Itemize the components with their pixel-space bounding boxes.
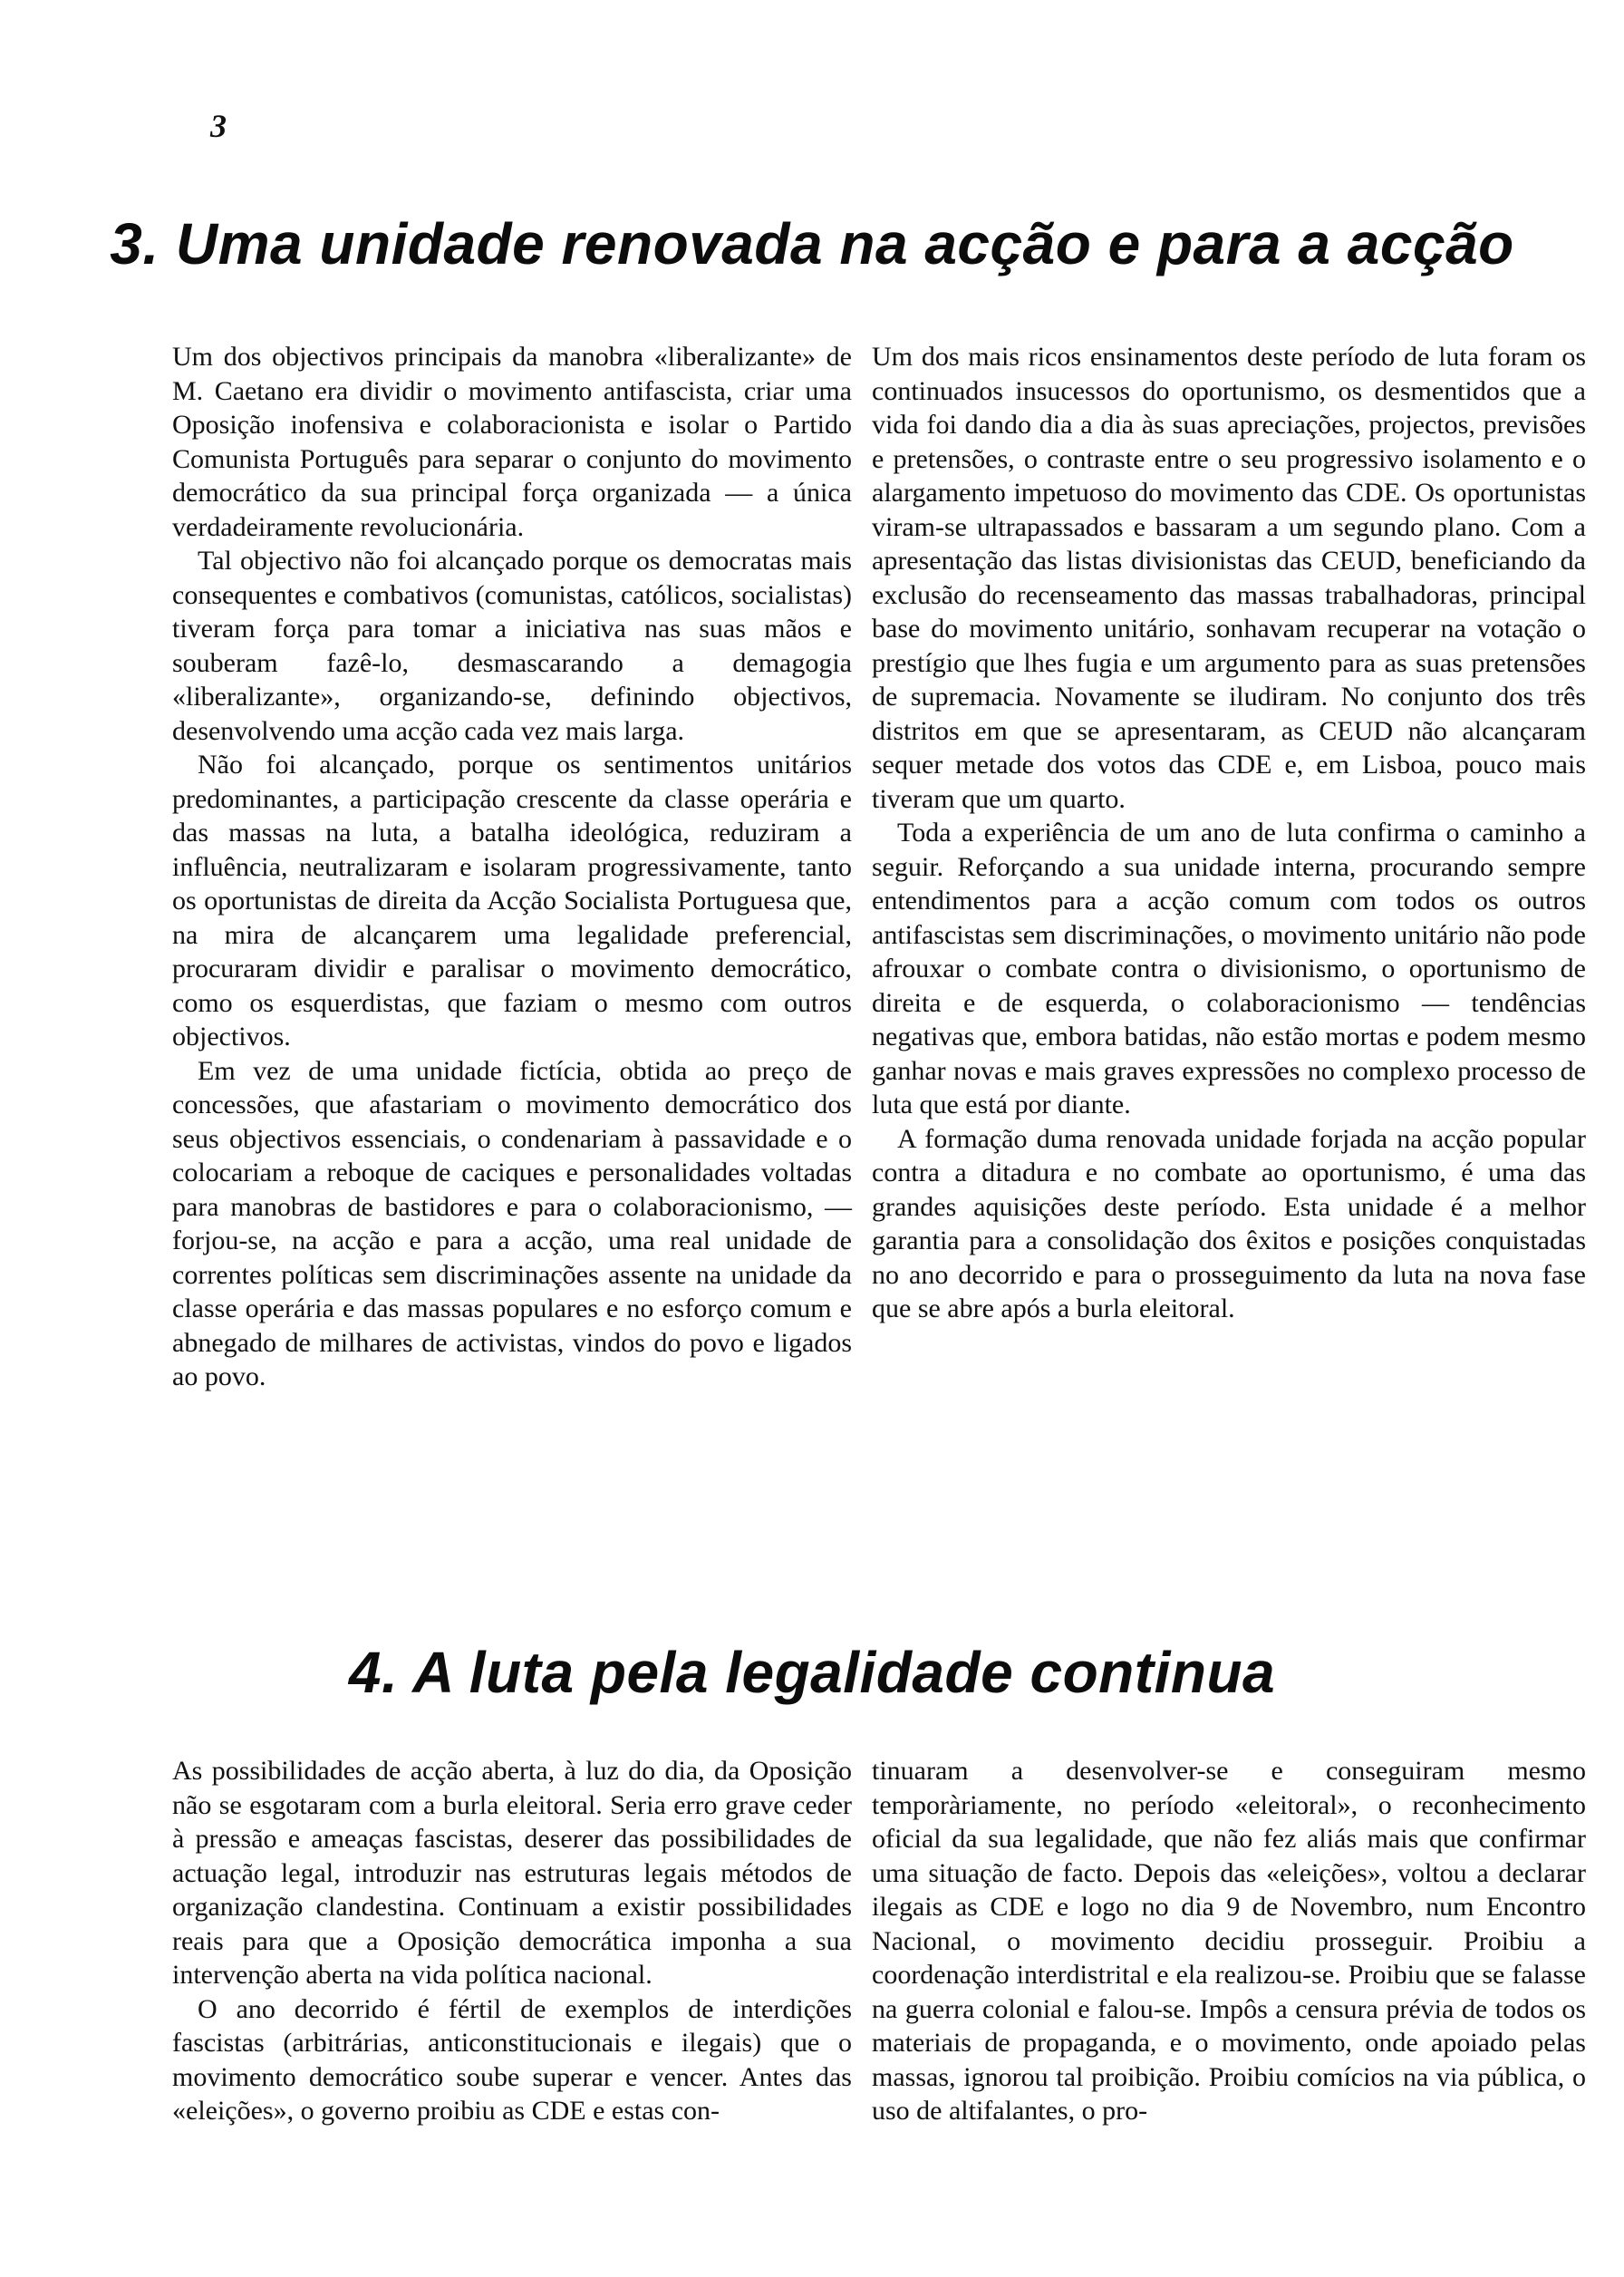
page-number: 3 [210,108,227,144]
section-4-heading: 4. A luta pela legalidade continua [348,1640,1276,1705]
paragraph: Não foi alcançado, porque os sentimentos unitários predominantes, a participação crescente da classe operária e das massas na luta, a batalha ideológica, reduziram a influência, neutralizaram e isolaram progressivamente, tanto os oportunistas de direita da Acção Socialista Portuguesa que, na mira de alcançarem uma legalidade preferencial, procuraram dividir e paralisar o movimento democrático, como os esquerdistas, que faziam o mesmo com outros objectivos. [172,750,852,1051]
paragraph: Um dos mais ricos ensinamentos deste período de luta foram os continuados insucessos do oportunismo, os desmentidos que a vida foi dando dia a dia às suas apreciações, projectos, previsões e pretensões, o contraste entre o seu progressivo isolamento e o alargamento impetuoso do movimento das CDE. Os oportunistas viram-se ultrapassados e bassaram a um segundo plano. Com a apresentação das listas divisionistas das CEUD, beneficiando da exclusão do recenseamento das massas trabalhadoras, principal base do movimento unitário, sonhavam recuperar na votação o prestígio que lhes fugia e um argumento para as suas pretensões de supremacia. Novamente se iludiram. No conjunto dos três distritos em que se apresentaram, as CEUD não alcançaram sequer metade dos votos das CDE e, em Lisboa, pouco mais tiveram que um quarto. [872,342,1586,814]
section-3-right-column [872,340,1586,1627]
paragraph: A formação duma renovada unidade forjada na acção popular contra a ditadura e no combate ao oportunismo, é uma das grandes aquisições deste período. Esta unidade é a melhor garantia para a consolidação dos êxitos e posições conquistadas no ano decorrido e para o prosseguimento da luta na nova fase que se abre após a burla eleitoral. [872,1123,1586,1323]
paragraph: As possibilidades de acção aberta, à luz do dia, da Oposição não se esgotaram com a burla eleitoral. Seria erro grave ceder à pressão e ameaças fascistas, deserer das possibilidades de actuação legal, introduzir nas estruturas legais métodos de organização clandestina. Continuam a existir possibilidades reais para que a Oposição democrática imponha a sua intervenção aberta na vida política nacional. [172,1756,852,1990]
paragraph: Um dos objectivos principais da manobra «liberalizante» de M. Caetano era dividir o movimento antifascista, criar uma Oposição inofensiva e colaboracionista e isolar o Partido Comunista Português para separar o conjunto do movimento democrático da sua principal força organizada — a única verdadeiramente revolucionária. [172,342,852,542]
section-4-left-column [172,1754,852,2262]
paragraph: Tal objectivo não foi alcançado porque os democratas mais consequentes e combativos (comunistas, católicos, socialistas) tiveram força para tomar a iniciativa nas suas mãos e souberam fazê-lo, desmascarando a demagogia «liberalizante», organizando-se, definindo objectivos, desenvolvendo uma acção cada vez mais larga. [172,546,852,746]
section-3-left-column [172,340,852,1627]
section-4-right-column [872,1754,1586,2262]
paragraph: Em vez de uma unidade fictícia, obtida ao preço de concessões, que afastariam o movimento democrático dos seus objectivos essenciais, o condenariam à passavidade e o colocariam a reboque de caciques e personalidades voltadas para manobras de bastidores e para o colaboracionismo, — forjou-se, na acção e para a acção, uma real unidade de correntes políticas sem discriminações assente na unidade da classe operária e das massas populares e no esforço comum e abnegado de milhares de activistas, vindos do povo e ligados ao povo. [172,1055,852,1391]
paragraph: Toda a experiência de um ano de luta confirma o caminho a seguir. Reforçando a sua unidade interna, procurando sempre entendimentos para a acção comum com todos os outros antifascistas sem discriminações, o movimento unitário não pode afrouxar o combate contra o divisionismo, o oportunismo de direita e de esquerda, o colaboracionismo — tendências negativas que, embora batidas, não estão mortas e podem mesmo ganhar novas e mais graves expressões no complexo processo de luta que está por diante. [872,818,1586,1119]
paragraph: O ano decorrido é fértil de exemplos de interdições fascistas (arbitrárias, anticonstitucionais e ilegais) que o movimento democrático soube superar e vencer. Antes das «eleições», o governo proibiu as CDE e estas con- [172,1993,852,2126]
section-3-heading: 3. Uma unidade renovada na acção e para a acção [110,211,1514,276]
paragraph: tinuaram a desenvolver-se e conseguiram mesmo temporàriamente, no período «eleitoral», o reconhecimento oficial da sua legalidade, que não fez aliás mais que confirmar uma situação de facto. Depois das «eleições», voltou a declarar ilegais as CDE e logo no dia 9 de Novembro, num Encontro Nacional, o movimento decidiu prosseguir. Proibiu a coordenação interdistrital e ela realizou-se. Proibiu que se falasse na guerra colonial e falou-se. Impôs a censura prévia de todos os materiais de propaganda, e o movimento, onde apoiado pelas massas, ignorou tal proibição. Proibiu comícios na via pública, o uso de altifalantes, o pro- [872,1756,1586,2126]
